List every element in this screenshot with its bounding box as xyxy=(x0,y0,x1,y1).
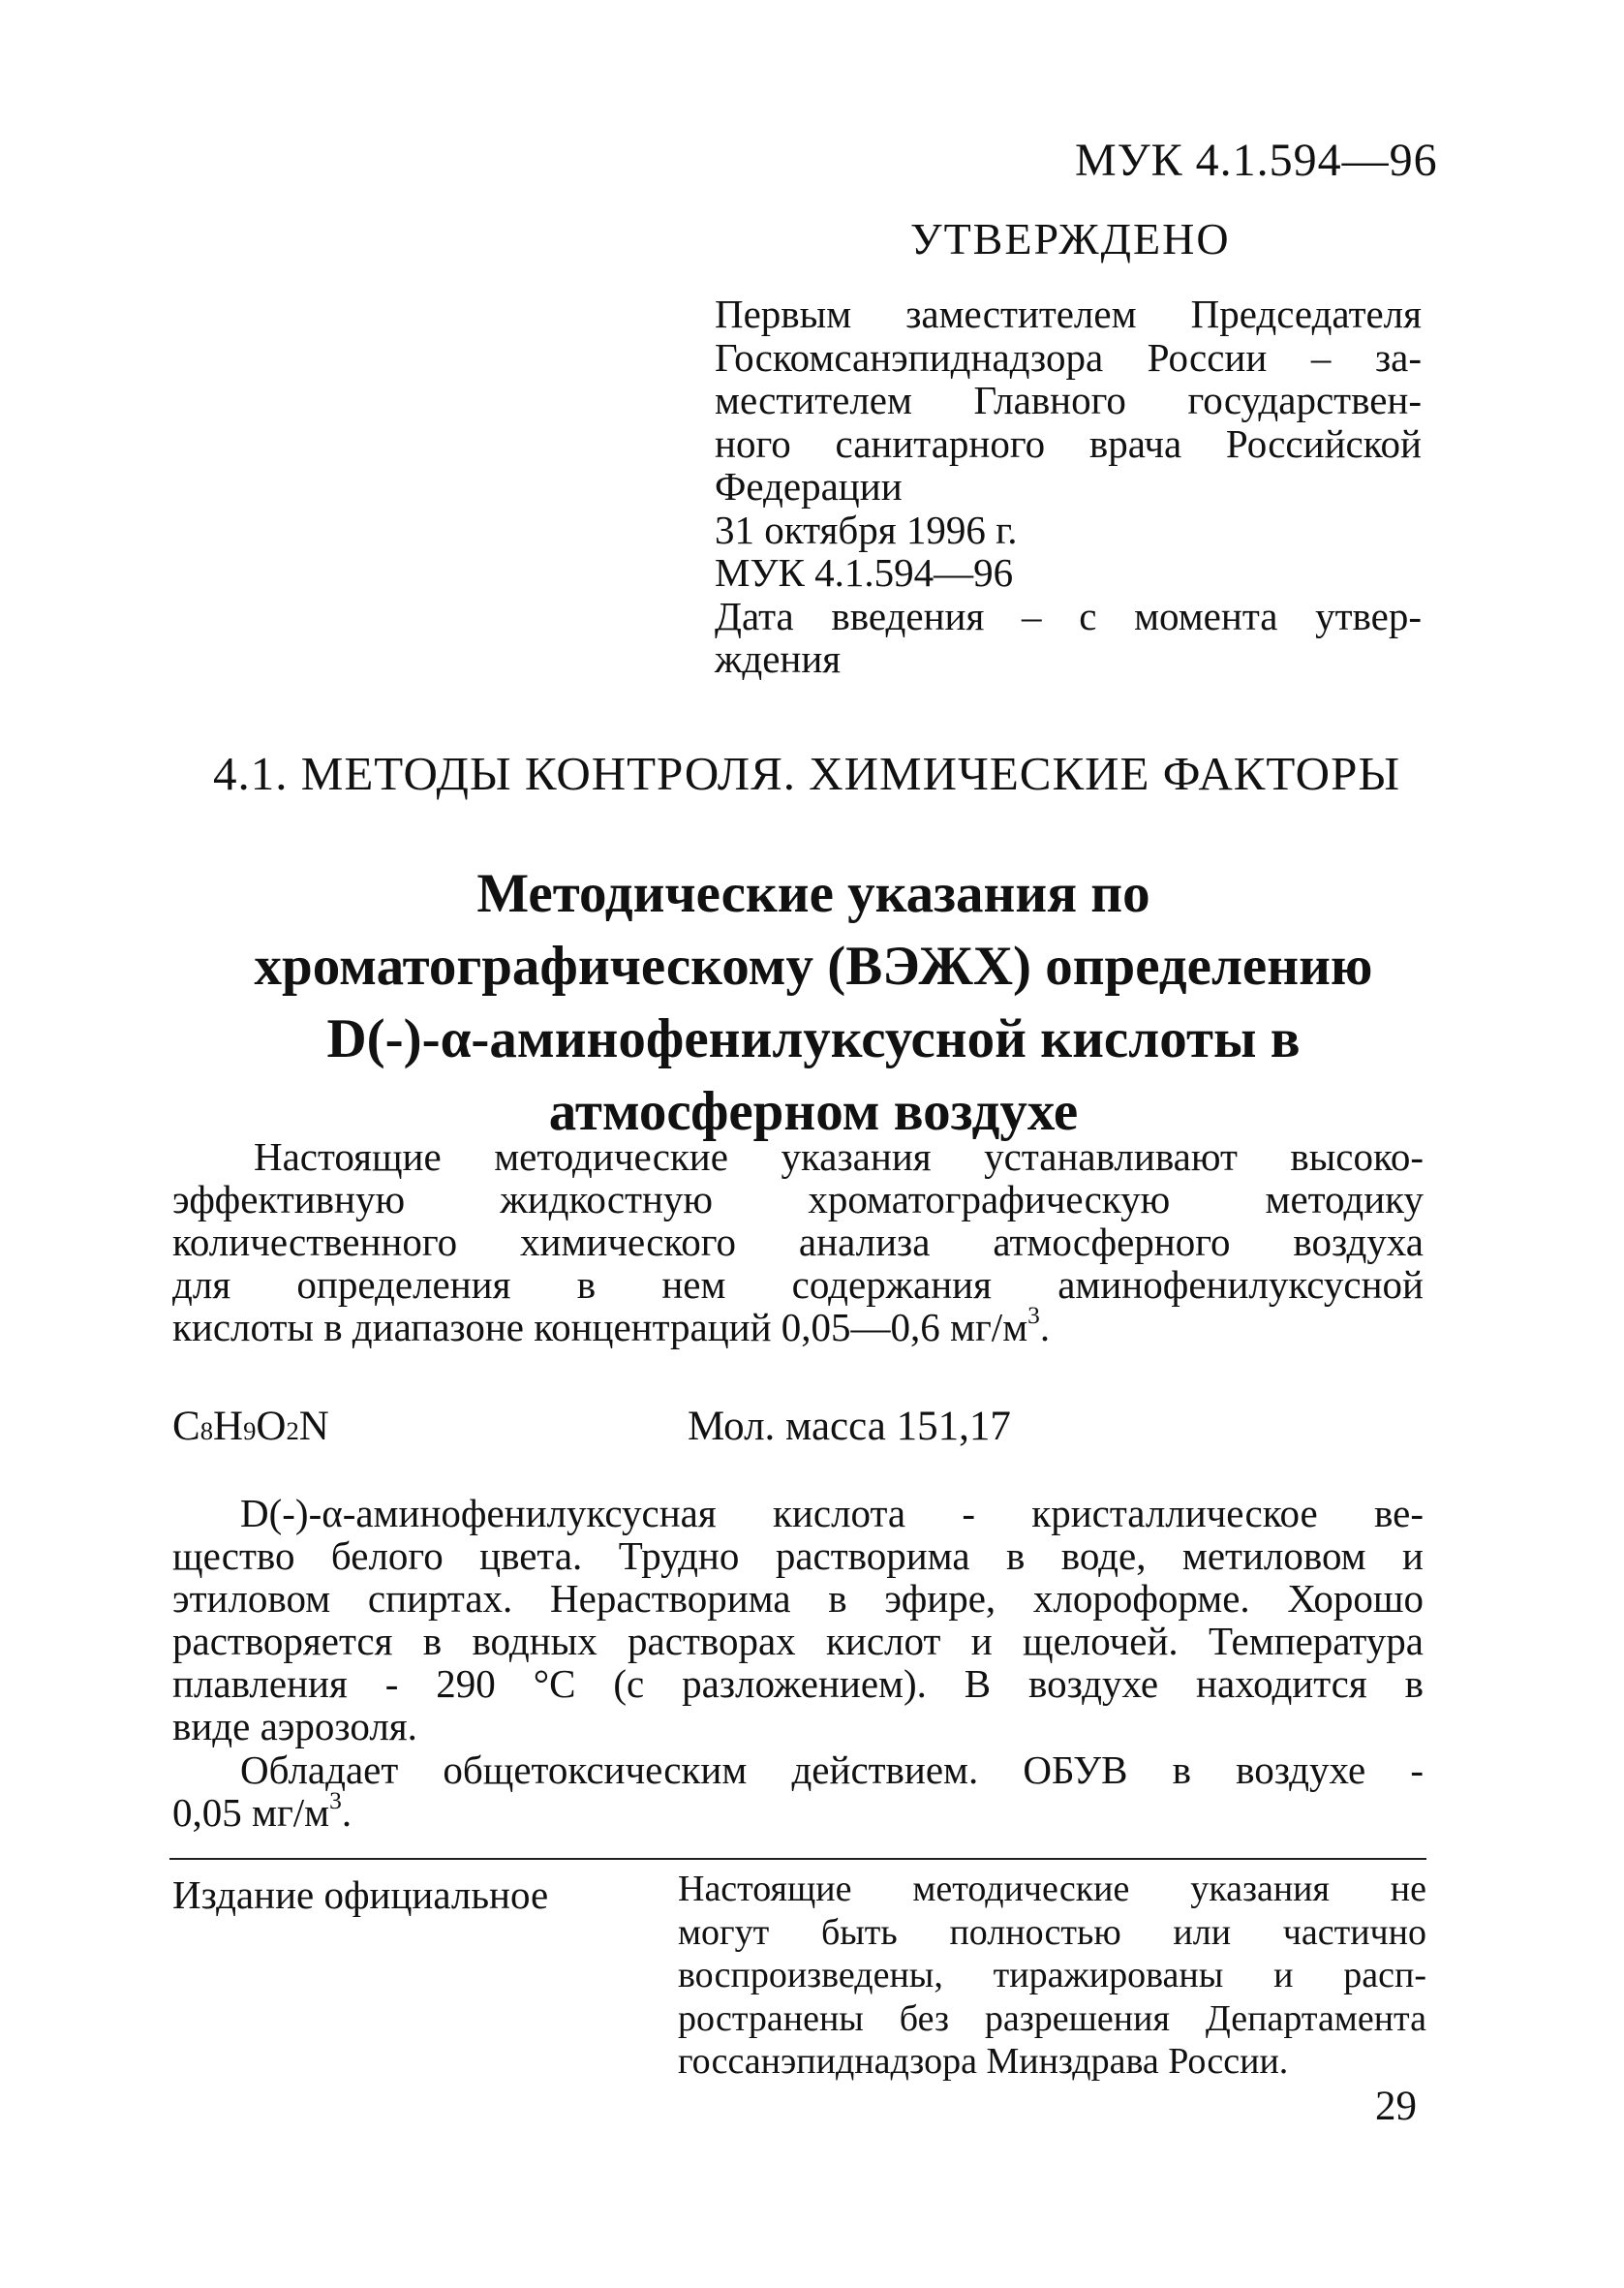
paragraph-line xyxy=(172,1301,1424,1349)
paragraph-line: виде аэрозоля. xyxy=(172,1704,417,1748)
notice-line: могут быть полностью или частично xyxy=(678,1911,1426,1953)
approval-code: МУК 4.1.594—96 xyxy=(715,550,1014,595)
intro-paragraph xyxy=(172,1135,1424,1348)
paragraph-line: D(-)-α-аминофенилуксусная кислота - кристаллическое ве- xyxy=(240,1491,1424,1535)
approval-block xyxy=(715,293,1422,681)
formula-element: O xyxy=(256,1404,287,1449)
notice-line: ространены без разрешения Департамента xyxy=(678,1997,1426,2039)
paragraph-line: растворяется в водных растворах кислот и щелочей. Температура xyxy=(172,1619,1424,1663)
paragraph-line: этиловом спиртах. Нерастворима в эфире, хлороформе. Хорошо xyxy=(172,1576,1424,1621)
footer-divider xyxy=(169,1858,1426,1860)
title-line: хроматографическому (ВЭЖХ) определению xyxy=(254,936,1373,997)
formula-element: N xyxy=(298,1404,329,1449)
paragraph-line: Обладает общетоксическим действием. ОБУВ в воздухе - xyxy=(240,1747,1424,1792)
cube-superscript: 3 xyxy=(1027,1301,1040,1329)
paragraph-line: эффективную жидкостную хроматографическую методику xyxy=(172,1177,1424,1221)
title-line: D(-)-α-аминофенилуксусной кислоты в xyxy=(326,1008,1301,1069)
formula-count: 8 xyxy=(199,1416,214,1445)
molecular-mass: Мол. масса 151,17 xyxy=(688,1404,1011,1449)
official-edition-label: Издание официальное xyxy=(172,1872,549,1917)
notice-line: Настоящие методические указания не xyxy=(678,1869,1426,1909)
concentration-text: кислоты в диапазоне концентраций 0,05—0,6 мг/м xyxy=(172,1305,1028,1349)
chemical-formula xyxy=(172,1403,329,1450)
approval-line: ного санитарного врача Российской xyxy=(715,420,1422,466)
formula-element: H xyxy=(213,1404,244,1449)
approved-label: УТВЕРЖДЕНО xyxy=(910,214,1231,263)
formula-count: 9 xyxy=(243,1416,257,1445)
approval-line: Федерации xyxy=(715,464,903,509)
document-code: МУК 4.1.594—96 xyxy=(1075,135,1438,186)
period: . xyxy=(1039,1305,1051,1349)
paragraph-line: щество белого цвета. Трудно растворима в воде, метиловом и xyxy=(172,1533,1424,1578)
notice-line: госсанэпиднадзора Минздрава России. xyxy=(678,2041,1289,2082)
copyright-notice xyxy=(678,1868,1426,2084)
approval-line: Госкомсанэпиднадзора России – за- xyxy=(715,334,1422,380)
paragraph-line: плавления - 290 °С (с разложением). В воздухе находится в xyxy=(172,1661,1424,1706)
paragraph-line: для определения в нем содержания аминофенилуксусной xyxy=(172,1262,1424,1307)
paragraph-line xyxy=(172,1786,1424,1835)
toxicity-paragraph xyxy=(172,1748,1424,1834)
approval-line: ждения xyxy=(715,636,842,681)
paragraph-line: Настоящие методические указания устанавливают высоко- xyxy=(254,1134,1424,1179)
properties-paragraph xyxy=(172,1492,1424,1747)
page-number: 29 xyxy=(1375,2084,1417,2129)
approval-line: Первым заместителем Председателя xyxy=(715,292,1422,336)
notice-line: воспроизведены, тиражированы и расп- xyxy=(678,1955,1426,1995)
formula-count: 2 xyxy=(286,1416,299,1445)
formula-element: C xyxy=(172,1404,200,1449)
title-line: Методические указания по xyxy=(476,863,1150,924)
document-title xyxy=(126,857,1501,1148)
period: . xyxy=(341,1790,352,1835)
approval-line: местителем Главного государствен- xyxy=(715,378,1422,422)
approval-line: Дата введения – с момента утвер- xyxy=(715,593,1422,638)
section-title: 4.1. МЕТОДЫ КОНТРОЛЯ. ХИМИЧЕСКИЕ ФАКТОРЫ xyxy=(213,747,1401,800)
paragraph-line: количественного химического анализа атмосферного воздуха xyxy=(172,1220,1424,1264)
approval-date: 31 октября 1996 г. xyxy=(715,507,1018,552)
cube-superscript: 3 xyxy=(329,1786,342,1814)
obuv-value: 0,05 мг/м xyxy=(172,1790,330,1835)
title-line: атмосферном воздухе xyxy=(548,1081,1079,1142)
